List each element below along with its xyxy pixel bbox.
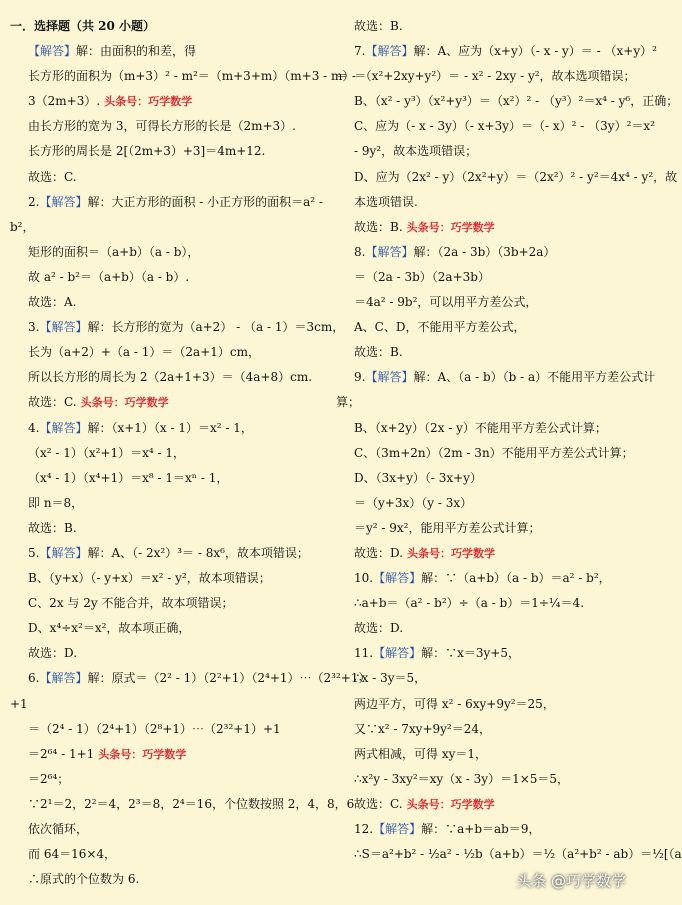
text-line: 依次循环，	[28, 822, 89, 836]
text-line: 11.【解答】解：∵x＝3y+5，	[354, 646, 520, 661]
text-line: 故选：B. 头条号：巧学数学	[354, 219, 495, 234]
text-line: ∴S＝a²+b² - ½a² - ½b（a+b）＝½（a²+b² - ab）＝½[（a	[354, 847, 682, 862]
text-line: 故选：C.	[28, 169, 77, 184]
answer-tag: 【解答】	[365, 244, 414, 259]
text-line: 故选：C. 头条号：巧学数学	[28, 395, 169, 410]
text-line: 本选项错误.	[354, 194, 418, 209]
answer-tag: 【解答】	[39, 194, 88, 209]
text-line: 而 64＝16×4，	[28, 847, 117, 862]
text-line: ＝2⁶⁴；	[28, 771, 70, 786]
text-line: B、（x² - y³）（x²+y³）＝（x²）² - （y³）²＝x⁴ - y⁶，正确；	[354, 94, 679, 109]
text-line: 一．选择题（共 20 小题）	[10, 19, 156, 33]
text-line: 故选：D.	[354, 621, 404, 636]
text-line: b²，	[10, 219, 35, 234]
text-line: ∴a+b＝（a² - b²）÷（a - b）＝1÷¼＝4.	[354, 596, 585, 611]
text-line: 两式相减，可得 xy＝1，	[354, 746, 487, 761]
text-line: ∴x - 3y＝5，	[354, 671, 427, 686]
watermark-label: 头条号：巧学数学	[104, 95, 193, 109]
text-line: 由长方形的宽为 3，可得长方形的长是（2m+3）.	[28, 119, 296, 134]
text-line: 3（2m+3）. 头条号：巧学数学	[28, 94, 193, 109]
answer-tag: 【解答】	[365, 370, 414, 385]
answer-tag: 【解答】	[365, 44, 414, 59]
text-line: 12.【解答】解：∵a+b＝ab＝9，	[354, 822, 541, 836]
text-line: 长方形的周长是 2[（2m+3）+3]＝4m+12.	[28, 144, 266, 159]
answer-tag: 【解答】	[39, 420, 88, 435]
text-line: 3.【解答】解：长方形的宽为（a+2） - （a - 1）＝3cm，	[28, 320, 345, 335]
text-line: 故选：A.	[28, 295, 77, 310]
text-line: 8.【解答】解：（2a - 3b）（3b+2a）	[354, 244, 556, 259]
text-line: （x⁴ - 1）（x⁴+1）＝x⁸ - 1＝xⁿ - 1，	[28, 470, 229, 485]
watermark-label: 头条号：巧学数学	[98, 747, 187, 761]
text-line: A、C、D，不能用平方差公式，	[354, 320, 526, 335]
text-line: ＝（2⁴ - 1）（2⁴+1）（2⁸+1）⋯（2³²+1）+1	[28, 721, 281, 736]
watermark-label: 头条号：巧学数学	[80, 396, 169, 410]
answer-tag: 【解答】	[373, 571, 422, 586]
text-line: B、（x+2y）（2x - y）不能用平方差公式计算；	[354, 420, 607, 435]
text-line: ∴x²y - 3xy²＝xy（x - 3y）＝1×5＝5，	[354, 771, 570, 786]
text-line: C、应为（- x - 3y）（- x+3y）＝（- x）² - （3y）²＝x²	[354, 119, 655, 134]
text-line: 9.【解答】解：A、（a - b）（b - a）不能用平方差公式计	[354, 370, 656, 385]
text-line: 4.【解答】解：（x+1）（x - 1）＝x² - 1，	[28, 420, 253, 435]
text-line: 长为（a+2）+（a - 1）＝（2a+1）cm，	[28, 345, 260, 360]
text-line: 即 n＝8，	[28, 495, 84, 510]
footer-watermark: 头条 @巧学数学	[516, 872, 626, 890]
text-line: 所以长方形的周长为 2（2a+1+3）＝（4a+8）cm.	[28, 370, 313, 385]
text-line: ＝（y+3x）（y - 3x）	[354, 495, 473, 510]
text-line: 故选：B.	[354, 19, 403, 33]
text-line: 又∵x² - 7xy+9y²＝24，	[354, 721, 491, 736]
answer-tag: 【解答】	[373, 646, 422, 661]
text-line: ∵2¹＝2，2²＝4，2³＝8，2⁴＝16，个位数按照 2，4，8，6	[28, 796, 355, 811]
text-line: D、应为（2x² - y）（2x²+y）＝（2x²）² - y²＝4x⁴ - y²，故	[354, 169, 678, 184]
text-line: 故选：D.	[28, 646, 78, 661]
text-line: D、（3x+y）（- 3x+y）	[354, 470, 482, 485]
watermark-label: 头条号：巧学数学	[407, 546, 496, 560]
text-line: 算；	[336, 395, 361, 410]
text-line: D、x⁴÷x²＝x²，故本项正确，	[28, 621, 191, 636]
answer-tag: 【解答】	[28, 44, 77, 59]
watermark-label: 头条号：巧学数学	[406, 797, 495, 811]
text-line: ＝y² - 9x²，能用平方差公式计算；	[354, 520, 541, 535]
text-line: ＝4a² - 9b²，可以用平方差公式，	[354, 295, 538, 310]
text-line: ＝2⁶⁴ - 1+1 头条号：巧学数学	[28, 746, 187, 761]
text-line: ＝ - （x²+2xy+y²）＝ - x² - 2xy - y²，故本选项错误；	[336, 69, 636, 84]
text-line: 6.【解答】解：原式＝（2² - 1）（2²+1）（2⁴+1）⋯（2³²+1）	[28, 671, 371, 686]
text-line: B、（y+x）（- y+x）＝x² - y²，故本项错误；	[28, 571, 271, 586]
text-line: ＝（2a - 3b）（2a+3b）	[354, 269, 490, 284]
text-line: 矩形的面积＝（a+b）（a - b），	[28, 244, 200, 259]
watermark-label: 头条号：巧学数学	[406, 220, 495, 234]
text-line: 故 a² - b²＝（a+b）（a - b）.	[28, 269, 190, 284]
text-line: C、2x 与 2y 不能合并，故本项错误；	[28, 596, 234, 611]
text-line: 【解答】解：由面积的和差，得	[28, 44, 197, 59]
text-line: 5.【解答】解：A、（- 2x²）³＝ - 8x⁶，故本项错误；	[28, 545, 309, 560]
text-line: 7.【解答】解：A、应为（x+y）（- x - y）＝ - （x+y）²	[354, 44, 657, 59]
answer-tag: 【解答】	[39, 545, 88, 560]
text-line: 故选：B.	[354, 345, 403, 360]
text-line: C、（3m+2n）（2m - 3n）不能用平方差公式计算；	[354, 445, 634, 460]
answer-tag: 【解答】	[39, 320, 88, 335]
text-line: 故选：C. 头条号：巧学数学	[354, 796, 495, 811]
text-line: 故选：B.	[28, 520, 77, 535]
text-line: ∴原式的个位数为 6.	[28, 872, 140, 887]
text-line: 10.【解答】解：∵（a+b）（a - b）＝a² - b²，	[354, 571, 611, 586]
answer-tag: 【解答】	[39, 671, 88, 686]
solutions-column-left	[10, 14, 371, 892]
text-line: 2.【解答】解：大正方形的面积 - 小正方形的面积＝a² -	[28, 194, 323, 209]
text-line: +1	[10, 696, 28, 711]
answer-tag: 【解答】	[373, 822, 422, 836]
solutions-column-right	[336, 14, 682, 867]
text-line: - 9y²，故本选项错误；	[354, 144, 478, 159]
text-line: 长方形的面积为（m+3）² - m²＝（m+3+m）（m+3 - m）＝	[28, 69, 367, 84]
text-line: 故选：D. 头条号：巧学数学	[354, 545, 496, 560]
text-line: 两边平方，可得 x² - 6xy+9y²＝25，	[354, 696, 555, 711]
text-line: （x² - 1）（x²+1）＝x⁴ - 1，	[28, 445, 186, 460]
